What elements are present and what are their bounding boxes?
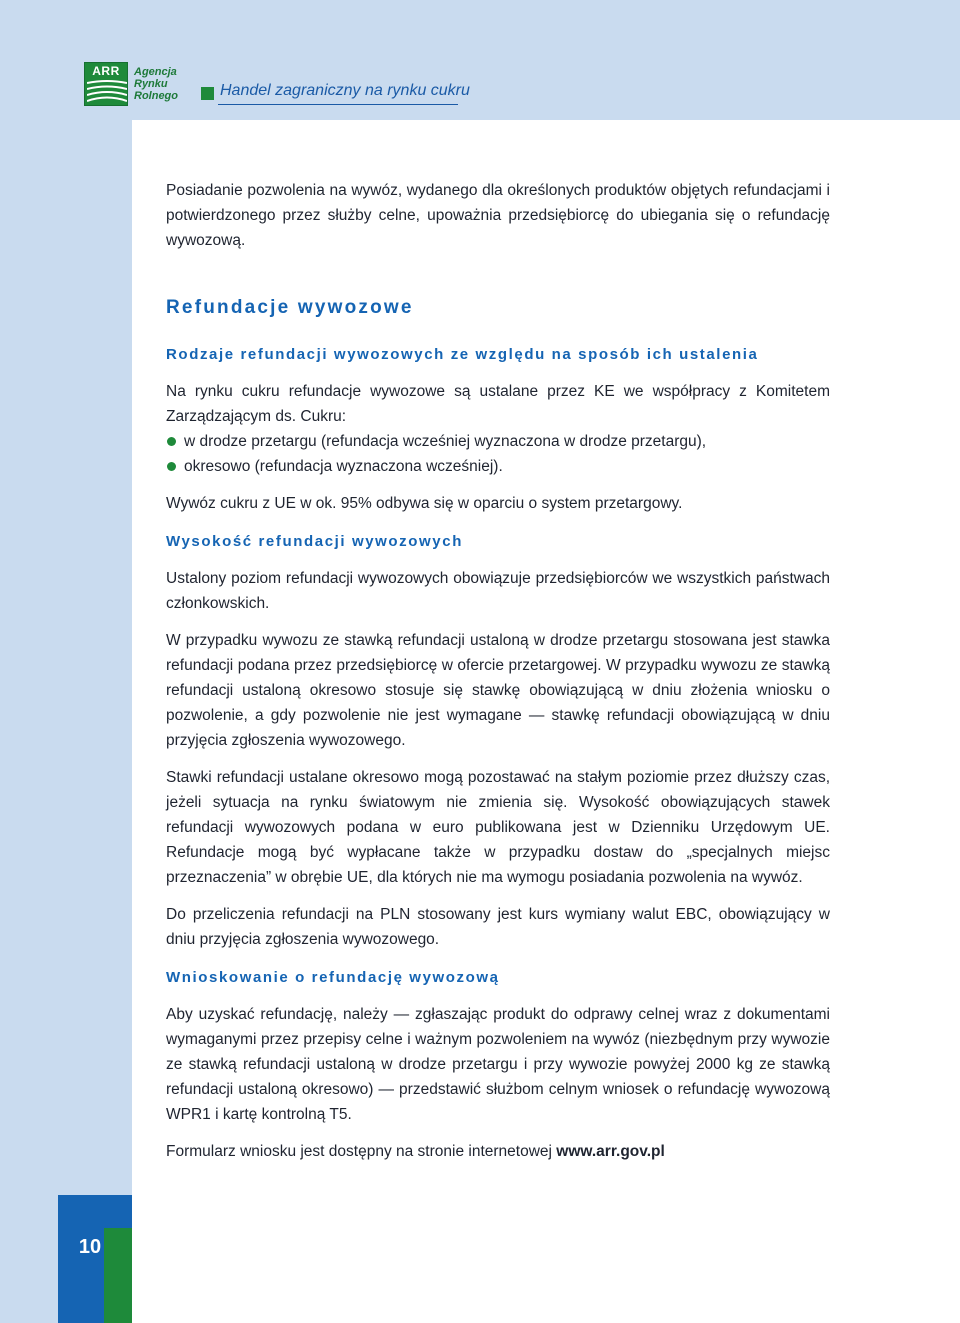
- paragraph: Ustalony poziom refundacji wywozowych obowiązuje przedsiębiorców we wszystkich państwach członkowskich.: [166, 570, 830, 612]
- logo-abbr: ARR: [92, 64, 120, 78]
- bullet-list: [166, 429, 830, 479]
- section-title: Refundacje wywozowe: [166, 297, 414, 318]
- subsection-title-types: Rodzaje refundacji wywozowych ze względu na sposób ich ustalenia: [166, 346, 759, 363]
- list-item-text: w drodze przetargu (refundacja wcześniej wyznaczona w drodze przetargu),: [184, 433, 707, 450]
- bullet-icon: [167, 462, 176, 471]
- list-item-text: okresowo (refundacja wyznaczona wcześniej).: [184, 458, 503, 475]
- logo-text: [134, 62, 178, 106]
- paragraph: Stawki refundacji ustalane okresowo mogą pozostawać na stałym poziomie przez dłuższy czas, jeżeli sytuacja na rynku światowym nie zmienia się. Wysokość obowiązujących stawek refundacji wywozowych podana w euro publikowana jest w Dzienniku Urzędowym UE. Refundacje mogą być wypłacane także w przypadku dostaw do „specjalnych miejsc przeznaczenia” w obrębie UE, dla których nie ma wymogu posiadania pozwolenia na wywóz.: [166, 769, 830, 886]
- subsection-title-amount: Wysokość refundacji wywozowych: [166, 533, 463, 550]
- field-stripes-icon: [87, 79, 127, 105]
- logo-line: Rynku: [134, 78, 168, 90]
- paragraph: Wywóz cukru z UE w ok. 95% odbywa się w oparciu o system przetargowy.: [166, 495, 683, 512]
- website-link[interactable]: www.arr.gov.pl: [556, 1143, 665, 1160]
- logo-line: Rolnego: [134, 90, 178, 102]
- logo-mark: [84, 62, 128, 106]
- paragraph: W przypadku wywozu ze stawką refundacji ustaloną w drodze przetargu stosowana jest stawka refundacji podana przez przedsiębiorcę w ofercie przetargowej. W przypadku wywozu ze stawką refundacji ustaloną okresowo stosuje się stawkę obowiązującą w dniu złożenia wniosku o pozwolenie, a gdy pozwolenie nie jest wymagane — stawkę refundacji obowiązującą w dniu przyjęcia zgłoszenia wywozowego.: [166, 632, 830, 749]
- paragraph: Na rynku cukru refundacje wywozowe są ustalane przez KE we współpracy z Komitetem Zarządzającym ds. Cukru:: [166, 383, 830, 425]
- paragraph: Aby uzyskać refundację, należy — zgłaszając produkt do odprawy celnej wraz z dokumentami wymaganymi przez przepisy celne i ważnym pozwoleniem na wywóz (niezbędnym przy wywozie ze stawką refundacji ustaloną w drodze przetargu i przy wywozie powyżej 2000 kg ze stawką refundacji ustaloną okresowo) — przedstawić służbom celnym wniosek o refundację wywozową WPR1 i kartę kontrolną T5.: [166, 1006, 830, 1123]
- page-content: [166, 178, 830, 1176]
- subsection-title-application: Wnioskowanie o refundację wywozową: [166, 969, 500, 986]
- header-square-icon: [201, 87, 214, 100]
- header-underline: [218, 104, 458, 105]
- header-title: Handel zagraniczny na rynku cukru: [220, 82, 470, 99]
- page-sheet: [132, 120, 960, 1323]
- list-item: [166, 429, 830, 454]
- intro-paragraph: Posiadanie pozwolenia na wywóz, wydanego dla określonych produktów objętych refundacjami i potwierdzonego przez służby celne, upoważnia przedsiębiorcę do ubiegania się o refundację wywozową.: [166, 182, 830, 249]
- page-number: 10: [78, 1236, 102, 1258]
- list-item: [166, 454, 830, 479]
- arr-logo: [84, 62, 190, 106]
- paragraph-form: [166, 1139, 830, 1164]
- form-text: Formularz wniosku jest dostępny na stronie internetowej: [166, 1143, 557, 1160]
- paragraph: Do przeliczenia refundacji na PLN stosowany jest kurs wymiany walut EBC, obowiązujący w dniu przyjęcia zgłoszenia wywozowego.: [166, 906, 830, 948]
- bullet-icon: [167, 437, 176, 446]
- logo-line: Agencja: [134, 66, 177, 78]
